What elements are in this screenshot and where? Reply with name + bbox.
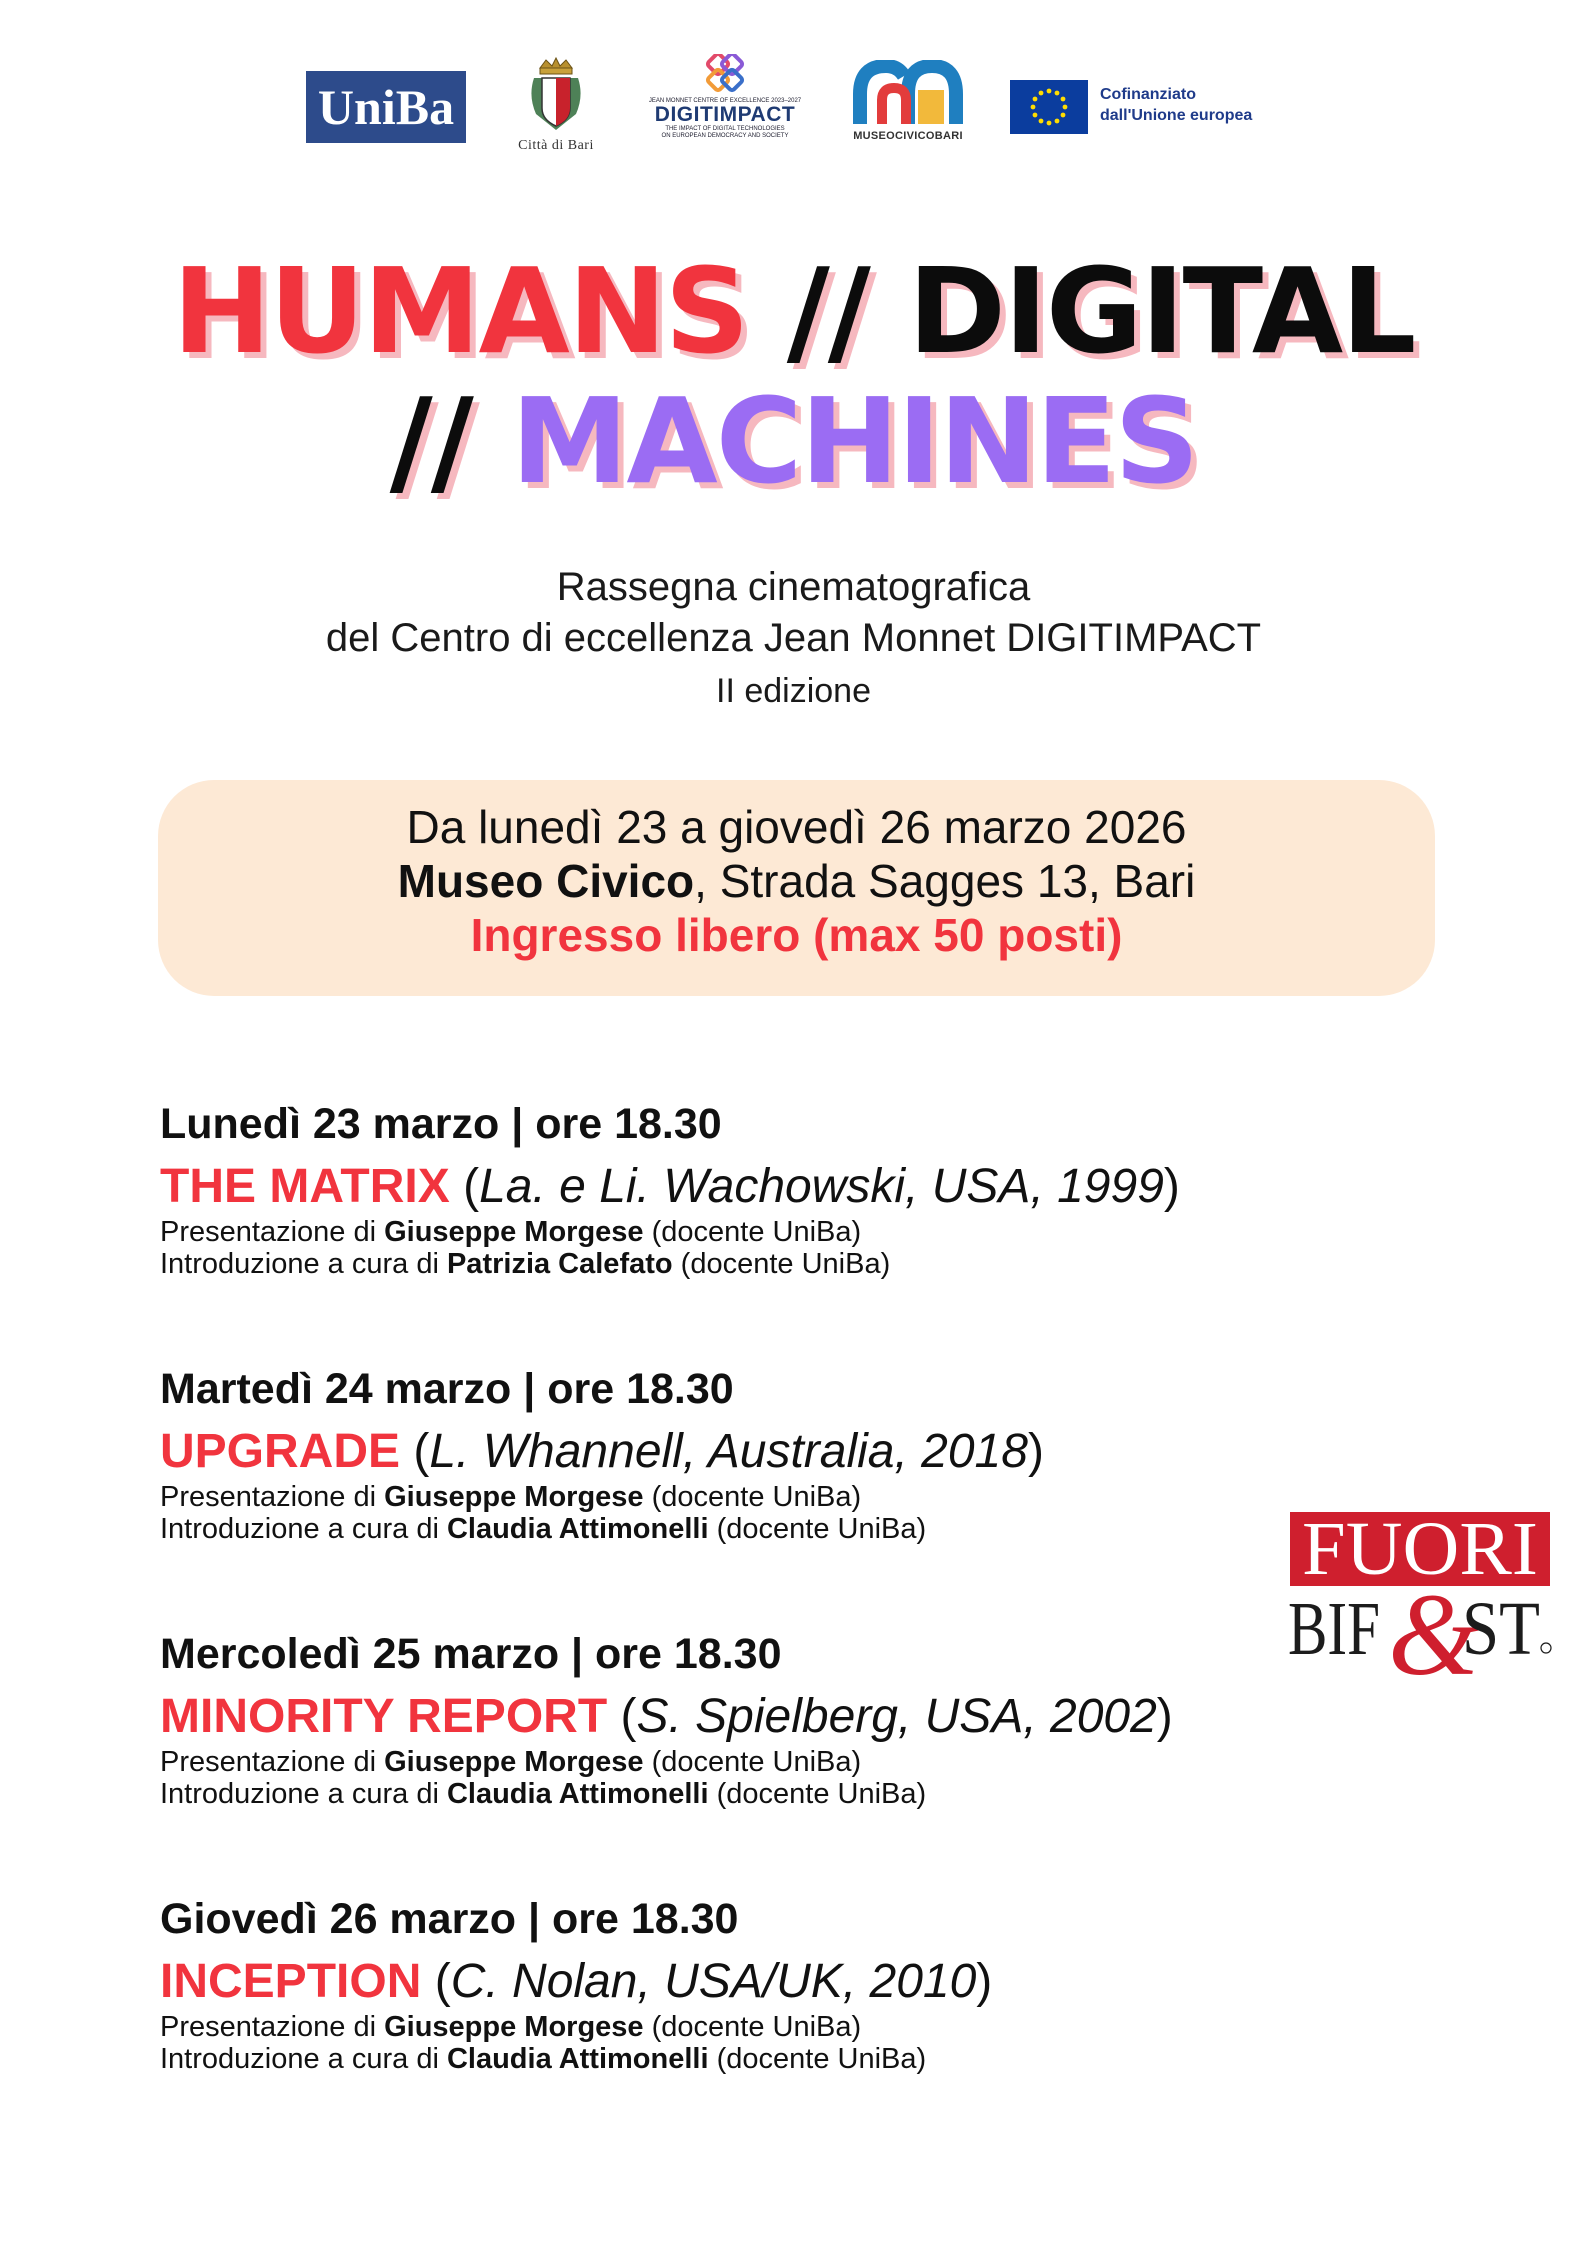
- venue-address: , Strada Sagges 13, Bari: [694, 855, 1196, 907]
- bari-caption: Città di Bari: [518, 138, 594, 153]
- eu-flag-icon: [1010, 80, 1088, 134]
- screening-2: [160, 1363, 1260, 1545]
- headline-machines: MACHINES: [510, 372, 1198, 510]
- headline-separator-2: //: [389, 372, 472, 510]
- intro-name: Patrizia Calefato: [446, 1248, 673, 1280]
- headline-line-1: [0, 242, 1587, 380]
- film-details: L. Whannell, Australia, 2018: [429, 1425, 1028, 1478]
- digitimpact-tag-2: ON EUROPEAN DEMOCRACY AND SOCIETY: [661, 133, 789, 139]
- intro-role: (docente UniBa): [716, 1778, 927, 1810]
- screening-4: [160, 1893, 1260, 2075]
- headline-digital: DIGITAL: [907, 242, 1415, 380]
- intro-prefix: Introduzione a cura di: [160, 1778, 439, 1810]
- presentation-credit: [160, 1216, 1260, 1248]
- digitimpact-knot-icon: [700, 54, 750, 96]
- uniba-logo: [306, 71, 466, 143]
- introduction-credit: [160, 1248, 1260, 1280]
- intro-role: (docente UniBa): [716, 2043, 927, 2075]
- eu-cofunding-logo: [1010, 80, 1270, 134]
- museo-civico-m-icon: [852, 60, 964, 126]
- intro-role: (docente UniBa): [716, 1513, 927, 1545]
- headline-humans: HUMANS: [172, 242, 748, 380]
- museo-civico-logo: [846, 60, 970, 160]
- screening-day: Lunedì 23 marzo | ore 18.30: [160, 1100, 722, 1148]
- screening-1: [160, 1098, 1260, 1280]
- pres-role: (docente UniBa): [651, 1216, 862, 1248]
- intro-name: Claudia Attimonelli: [446, 2043, 709, 2075]
- film-title: UPGRADE: [160, 1425, 401, 1478]
- pres-name: Giuseppe Morgese: [384, 1746, 644, 1778]
- introduction-credit: [160, 2043, 1260, 2075]
- intro-name: Claudia Attimonelli: [446, 1778, 709, 1810]
- digitimpact-name: DIGITIMPACT: [654, 103, 796, 126]
- edition-label: II edizione: [716, 672, 871, 710]
- screening-film: MINORITY REPORT (S. Spielberg, USA, 2002): [160, 1690, 1173, 1743]
- subtitle-line-2: del Centro di eccellenza Jean Monnet DIGITIMPACT: [325, 616, 1262, 660]
- film-title: INCEPTION: [160, 1955, 422, 2008]
- museo-caption: MUSEOCIVICOBARI: [853, 130, 963, 142]
- fuori-text: FUORI: [1302, 1508, 1538, 1591]
- screening-film: UPGRADE (L. Whannell, Australia, 2018): [160, 1425, 1044, 1478]
- event-venue: [158, 854, 1435, 908]
- screening-film: THE MATRIX (La. e Li. Wachowski, USA, 1999): [160, 1160, 1180, 1213]
- presentation-credit: [160, 1746, 1260, 1778]
- pres-prefix: Presentazione di: [160, 2011, 377, 2043]
- digitimpact-tag-1: THE IMPACT OF DIGITAL TECHNOLOGIES: [665, 126, 785, 132]
- film-details: C. Nolan, USA/UK, 2010: [450, 1955, 977, 2008]
- eu-line-2: dall'Unione europea: [1100, 107, 1253, 124]
- pres-name: Giuseppe Morgese: [384, 1481, 644, 1513]
- pres-prefix: Presentazione di: [160, 1481, 377, 1513]
- film-title: MINORITY REPORT: [160, 1690, 608, 1743]
- pres-prefix: Presentazione di: [160, 1216, 377, 1248]
- event-dates: Da lunedì 23 a giovedì 26 marzo 2026: [406, 801, 1187, 853]
- film-details: S. Spielberg, USA, 2002: [636, 1690, 1157, 1743]
- headline-separator-1: //: [786, 242, 869, 380]
- screening-day: Mercoledì 25 marzo | ore 18.30: [160, 1630, 782, 1678]
- pres-name: Giuseppe Morgese: [384, 2011, 644, 2043]
- presentation-credit: [160, 1481, 1260, 1513]
- subtitle-line-1: Rassegna cinematografica: [556, 565, 1031, 609]
- eu-cofunding-text: [1100, 84, 1252, 126]
- intro-prefix: Introduzione a cura di: [160, 1513, 439, 1545]
- uniba-logo-text: UniBa: [317, 79, 455, 135]
- entry-note: Ingresso libero (max 50 posti): [470, 909, 1123, 961]
- intro-role: (docente UniBa): [680, 1248, 891, 1280]
- screening-day: Martedì 24 marzo | ore 18.30: [160, 1365, 734, 1413]
- intro-prefix: Introduzione a cura di: [160, 1248, 439, 1280]
- venue-name: Museo Civico: [397, 855, 695, 907]
- fuori-bifest-logo: [1284, 1508, 1556, 1688]
- digitimpact-small-line: JEAN MONNET CENTRE OF EXCELLENCE 2023–2027: [648, 98, 802, 104]
- event-info-box: [158, 780, 1435, 996]
- registered-mark-icon: [1541, 1643, 1551, 1653]
- film-details: La. e Li. Wachowski, USA, 1999: [479, 1160, 1164, 1213]
- presentation-credit: [160, 2011, 1260, 2043]
- bifest-ampersand-icon: &: [1388, 1569, 1480, 1688]
- screening-day: Giovedì 26 marzo | ore 18.30: [160, 1895, 739, 1943]
- intro-prefix: Introduzione a cura di: [160, 2043, 439, 2075]
- screening-film: INCEPTION (C. Nolan, USA/UK, 2010): [160, 1955, 993, 2008]
- citta-di-bari-logo: [506, 56, 606, 160]
- headline-line-2: [0, 372, 1587, 510]
- pres-role: (docente UniBa): [651, 1746, 862, 1778]
- bifest-right-text: ST: [1462, 1587, 1540, 1671]
- pres-role: (docente UniBa): [651, 2011, 862, 2043]
- pres-role: (docente UniBa): [651, 1481, 862, 1513]
- screening-3: [160, 1628, 1260, 1810]
- eu-line-1: Cofinanziato: [1100, 86, 1196, 103]
- bifest-left-text: BIF: [1288, 1587, 1380, 1671]
- pres-name: Giuseppe Morgese: [384, 1216, 644, 1248]
- introduction-credit: [160, 1778, 1260, 1810]
- film-title: THE MATRIX: [160, 1160, 450, 1213]
- pres-prefix: Presentazione di: [160, 1746, 377, 1778]
- introduction-credit: [160, 1513, 1260, 1545]
- bari-coat-of-arms-icon: [526, 56, 586, 134]
- digitimpact-logo: [640, 54, 810, 162]
- intro-name: Claudia Attimonelli: [446, 1513, 709, 1545]
